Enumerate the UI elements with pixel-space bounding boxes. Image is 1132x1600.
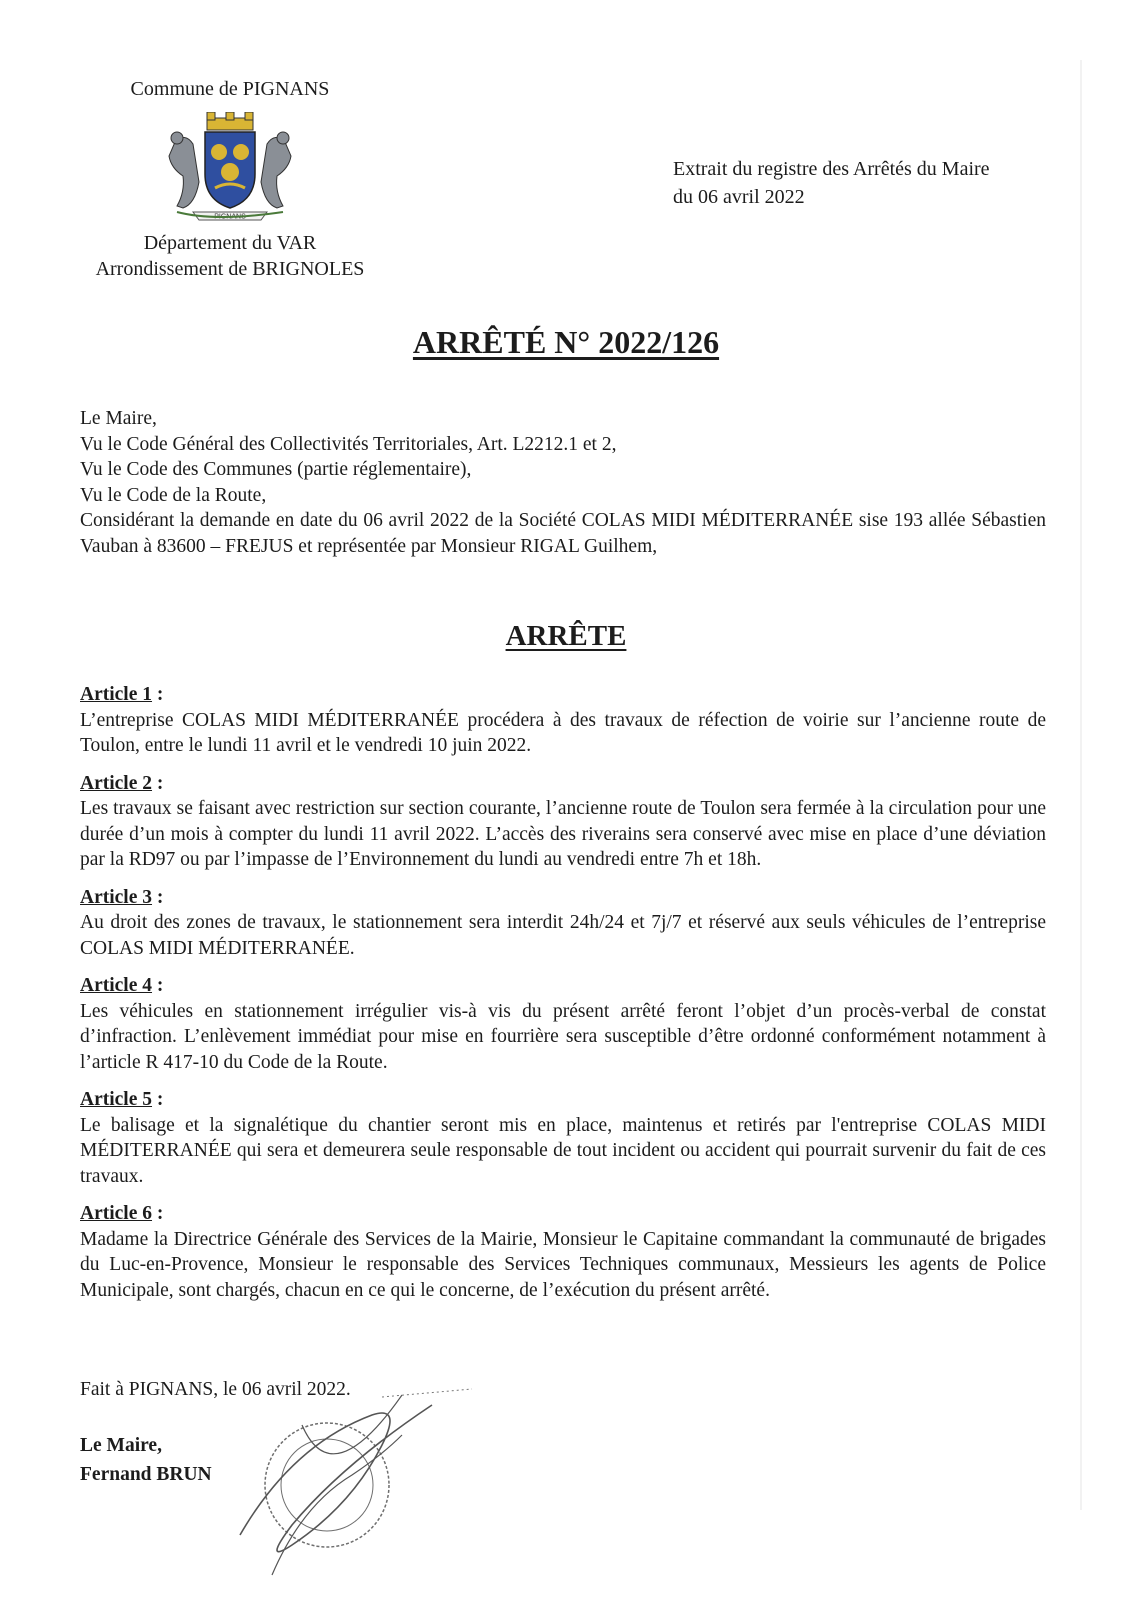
signatory-block bbox=[80, 1431, 212, 1489]
article-3: Article 3 : Au droit des zones de travaux, le stationnement sera interdit 24h/24 et 7j/7 et réservé aux seuls véhicules de l’entreprise COLAS MIDI MÉDITERRANÉE. bbox=[80, 885, 1046, 962]
article-title: Article 6 bbox=[80, 1203, 153, 1224]
registre-line-1: Extrait du registre des Arrêtés du Maire bbox=[673, 158, 990, 180]
article-body: Les véhicules en stationnement irrégulier vis-à vis du présent arrêté feront l’objet d’un procès-verbal de constat d’infraction. L’enlèvement immédiat pour mise en fourrière sera susceptible d’être ordonné conformément notamment à l’article R 417-10 du Code de la Route. bbox=[80, 1000, 1046, 1073]
preamble-considerant: Considérant la demande en date du 06 avril 2022 de la Société COLAS MIDI MÉDITERRANÉE sise 193 allée Sébastien Vauban à 83600 – FREJUS et représentée par Monsieur RIGAL Guilhem, bbox=[80, 510, 1046, 557]
article-title: Article 5 bbox=[80, 1089, 153, 1110]
preamble-line: Vu le Code des Communes (partie réglementaire), bbox=[80, 459, 472, 480]
article-body: Le balisage et la signalétique du chantier seront mis en place, maintenus et retirés par l'entreprise COLAS MIDI MÉDITERRANÉE qui sera et demeurera seule responsable de tout incident ou accident qui pourrait survenir du fait de ces travaux. bbox=[80, 1114, 1046, 1187]
article-title: Article 1 bbox=[80, 684, 153, 705]
article-5: Article 5 : Le balisage et la signalétique du chantier seront mis en place, maintenus et retirés par l'entreprise COLAS MIDI MÉDITERRANÉE qui sera et demeurera seule responsable de tout incident ou accident qui pourrait survenir du fait de ces travaux. bbox=[80, 1087, 1046, 1189]
signatory-role: Le Maire, bbox=[80, 1435, 162, 1456]
article-6: Article 6 : Madame la Directrice Générale des Services de la Mairie, Monsieur le Capitaine commandant la communauté de brigades du Luc-en-Provence, Monsieur le responsable des Services Techniques communaux, Messieurs les agents de Police Municipale, sont chargés, chacun en ce qui le concerne, de l’exécution du présent arrêté. bbox=[80, 1201, 1046, 1303]
closing-line: Fait à PIGNANS, le 06 avril 2022. bbox=[80, 1379, 351, 1400]
article-4: Article 4 : Les véhicules en stationnement irrégulier vis-à vis du présent arrêté feront l’objet d’un procès-verbal de constat d’infraction. L’enlèvement immédiat pour mise en fourrière sera susceptible d’être ordonné conformément notamment à l’article R 417-10 du Code de la Route. bbox=[80, 973, 1046, 1075]
articles bbox=[80, 682, 1046, 1315]
commune-name: Commune de PIGNANS bbox=[130, 78, 330, 100]
arrete-title bbox=[0, 324, 1132, 361]
departement: Département du VAR bbox=[143, 232, 317, 254]
preamble-line: Vu le Code de la Route, bbox=[80, 484, 267, 506]
registre-line-2: du 06 avril 2022 bbox=[673, 186, 805, 208]
signatory-name: Fernand BRUN bbox=[80, 1464, 212, 1485]
article-title: Article 3 bbox=[80, 886, 153, 908]
issuer-block bbox=[60, 76, 400, 282]
arrete-heading bbox=[0, 620, 1132, 653]
article-1: Article 1 : L’entreprise COLAS MIDI MÉDITERRANÉE procédera à des travaux de réfection de voirie sur l’ancienne route de Toulon, entre le lundi 11 avril et le vendredi 10 juin 2022. bbox=[80, 682, 1046, 759]
crest-ribbon-text: PIGNANS bbox=[214, 213, 246, 221]
scan-edge-mark bbox=[1078, 60, 1084, 1510]
article-body: Madame la Directrice Générale des Services de la Mairie, Monsieur le Capitaine commandant la communauté de brigades du Luc-en-Provence, Monsieur le responsable des Services Techniques communaux, Messieurs les agents de Police Municipale, sont chargés, chacun en ce qui le concerne, de l’exécution du présent arrêté. bbox=[80, 1228, 1046, 1301]
article-body: Au droit des zones de travaux, le stationnement sera interdit 24h/24 et 7j/7 et réservé aux seuls véhicules de l’entreprise COLAS MIDI MÉDITERRANÉE. bbox=[80, 912, 1046, 959]
arrete-number: ARRÊTÉ N° 2022/126 bbox=[412, 324, 720, 360]
arrete-heading-text: ARRÊTE bbox=[505, 620, 627, 652]
article-title: Article 2 bbox=[80, 772, 153, 794]
preamble bbox=[80, 406, 1046, 559]
preamble-line: Vu le Code Général des Collectivités Territoriales, Art. L2212.1 et 2, bbox=[80, 433, 617, 455]
article-body: Les travaux se faisant avec restriction sur section courante, l’ancienne route de Toulon sera fermée à la circulation pour une durée d’un mois à compter du lundi 11 avril 2022. L’accès des riverains sera conservé avec mise en place d’une déviation par la RD97 ou par l’impasse de l’Environnement du lundi au vendredi entre 7h et 18h. bbox=[80, 798, 1046, 870]
arrondissement: Arrondissement de BRIGNOLES bbox=[95, 258, 365, 280]
mayor-stamp-and-signature-icon bbox=[232, 1385, 482, 1585]
article-2: Article 2 : Les travaux se faisant avec restriction sur section courante, l’ancienne route de Toulon sera fermée à la circulation pour une durée d’un mois à compter du lundi 11 avril 2022. L’accès des riverains sera conservé avec mise en place d’une déviation par la RD97 ou par l’impasse de l’Environnement du lundi au vendredi entre 7h et 18h. bbox=[80, 771, 1046, 873]
article-body: L’entreprise COLAS MIDI MÉDITERRANÉE procédera à des travaux de réfection de voirie sur l’ancienne route de Toulon, entre le lundi 11 avril et le vendredi 10 juin 2022. bbox=[80, 709, 1046, 756]
registre-extract bbox=[673, 155, 1073, 211]
article-title: Article 4 bbox=[80, 975, 153, 996]
pignans-coat-of-arms-icon bbox=[155, 112, 305, 224]
preamble-line: Le Maire, bbox=[80, 408, 157, 429]
